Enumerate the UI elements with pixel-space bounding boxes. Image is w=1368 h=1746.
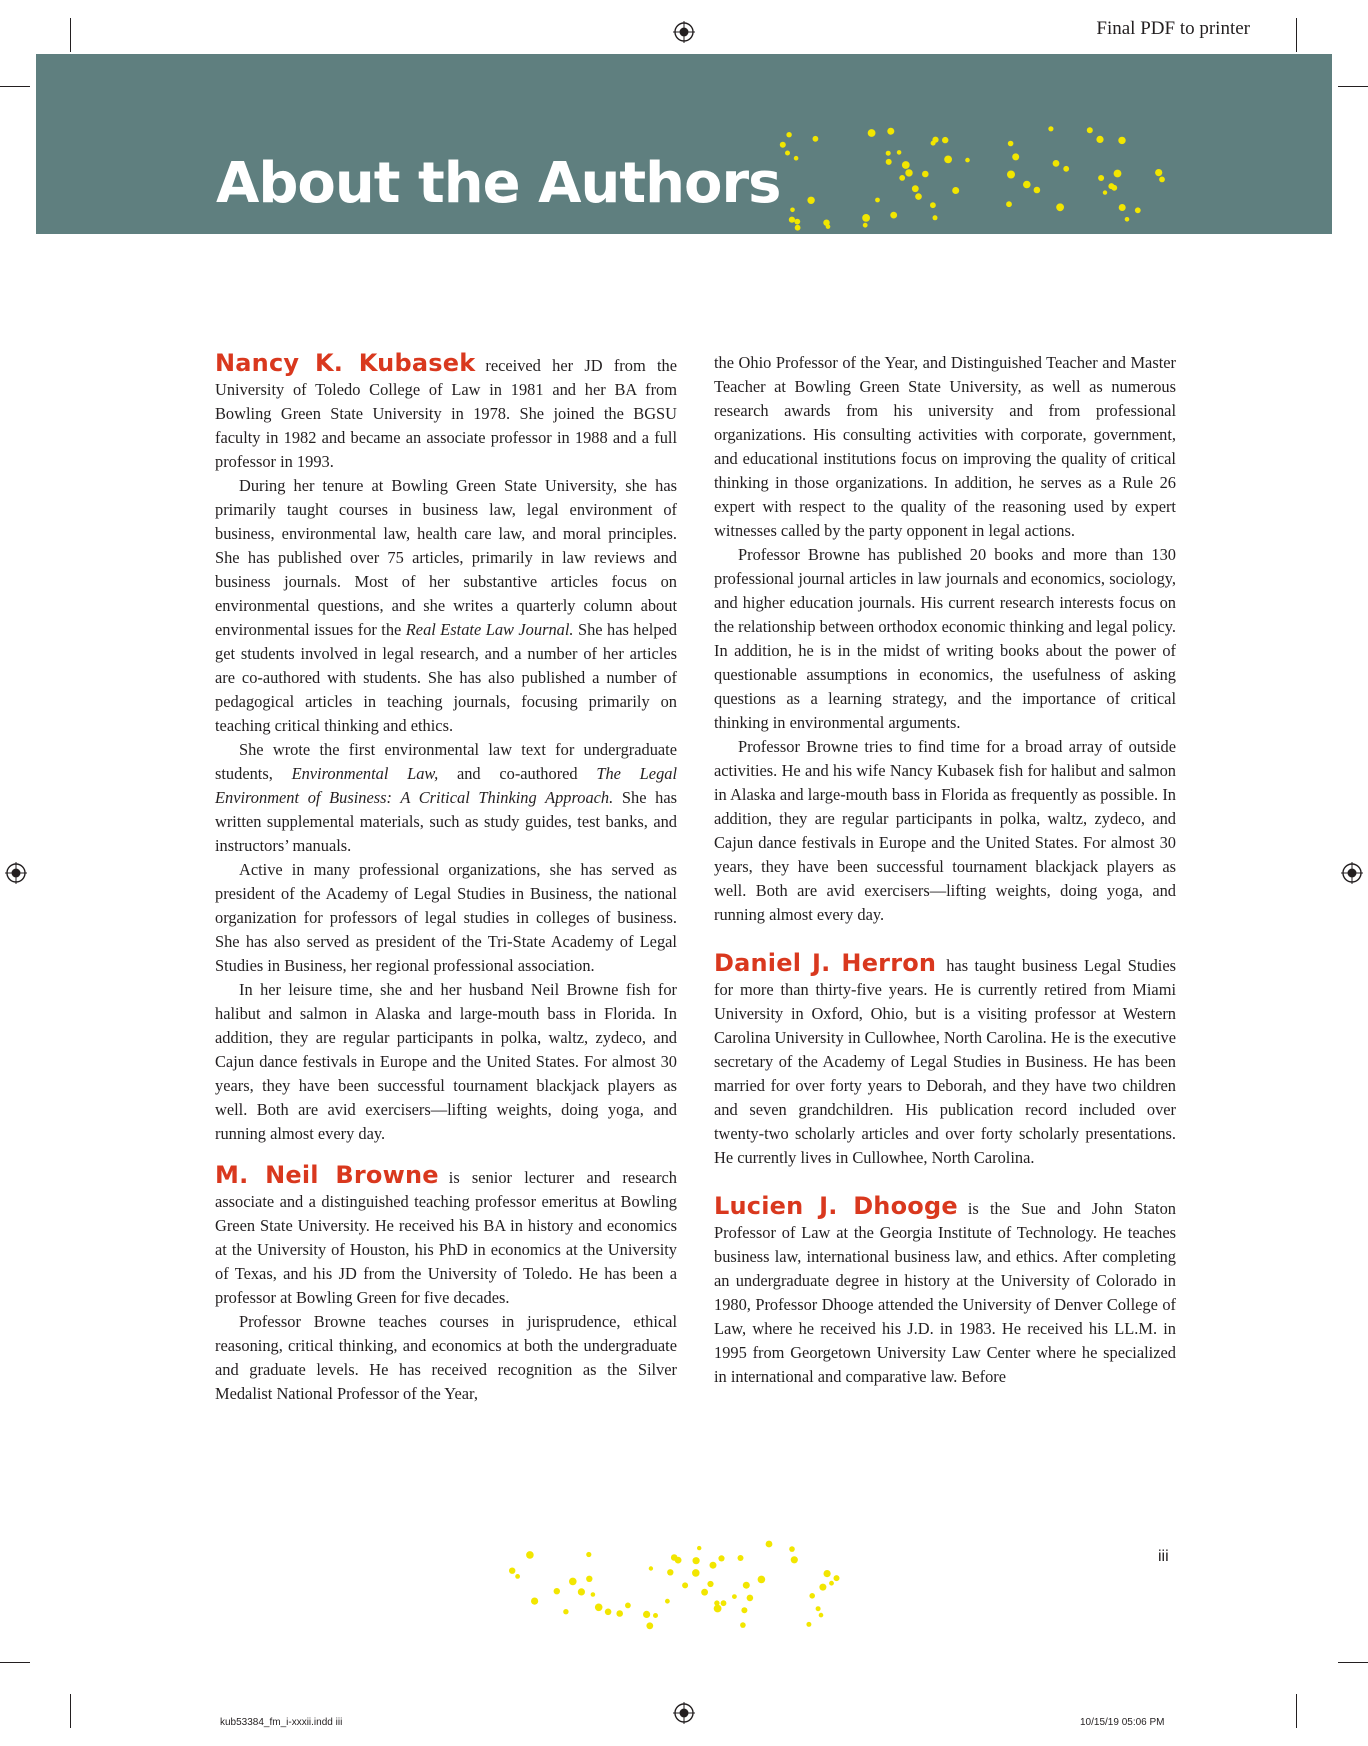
decorative-dot — [625, 1603, 631, 1609]
decorative-dot — [824, 1570, 831, 1577]
decorative-dot — [905, 169, 912, 176]
decorative-dot — [1012, 153, 1019, 160]
decorative-dot — [1048, 126, 1053, 131]
bio-paragraph: Nancy K. Kubasek received her JD from the University of Toledo College of Law in 1981 and her BA from Bowling Green State University in 1978. She joined the BGSU faculty in 1982 and became an associate professor in 1988 and a full professor in 1993. — [215, 349, 677, 471]
bio-paragraph: Professor Browne teaches courses in jurisprudence, ethical reasoning, critical thinking, and economics at both the undergraduate and graduate levels. He has received recognition as the Silver Medalist National Professor of the Year, — [215, 1312, 677, 1403]
decorative-dot — [1155, 169, 1162, 176]
decorative-dot — [643, 1611, 650, 1618]
author-name: M. Neil Browne — [215, 1161, 439, 1189]
decorative-dot — [862, 214, 870, 222]
decorative-dot — [819, 1584, 826, 1591]
decorative-dot — [616, 1610, 623, 1617]
decorative-dot — [1006, 201, 1012, 207]
decorative-dot — [586, 1552, 591, 1557]
registration-mark-icon — [1341, 862, 1363, 884]
decorative-dot — [766, 1541, 773, 1548]
decorative-dot — [595, 1604, 603, 1612]
decorative-dot — [863, 223, 868, 228]
crop-mark — [1338, 86, 1368, 87]
decorative-dot — [780, 142, 786, 148]
decorative-dot — [531, 1598, 538, 1605]
bio-paragraph: Professor Browne has published 20 books and more than 130 professional journal articles in law journals and economics, sociology, and higher education journals. His current research interests focus on the relationship between orthodox economic thinking and legal policy. In addition, he is in the midst of writing books about the power of questionable assumptions in economics, the usefulness of asking questions as a learning strategy, and the importance of critical thinking in environmental arguments. — [714, 545, 1176, 732]
decorative-dot — [526, 1551, 534, 1559]
decorative-dot — [1087, 127, 1093, 133]
crop-mark — [1296, 18, 1297, 52]
decorative-dot — [1056, 203, 1064, 211]
decorative-dot — [944, 156, 952, 164]
decorative-dot — [813, 136, 819, 142]
crop-mark — [70, 1694, 71, 1728]
decorative-dot — [1159, 177, 1165, 183]
decorative-dots — [776, 114, 1176, 234]
decorative-dot — [741, 1607, 747, 1613]
slug-file-name: kub53384_fm_i-xxxii.indd iii — [220, 1717, 343, 1728]
decorative-dot — [718, 1555, 724, 1561]
decorative-dot — [554, 1588, 560, 1594]
decorative-dot — [1008, 141, 1014, 147]
decorative-dot — [794, 219, 800, 225]
decorative-dot — [591, 1592, 596, 1597]
decorative-dot — [667, 1569, 673, 1575]
decorative-dot — [890, 212, 897, 219]
decorative-dots — [500, 1532, 870, 1632]
decorative-dot — [819, 1613, 824, 1618]
crop-mark — [1338, 1662, 1368, 1663]
decorative-dot — [829, 1581, 834, 1586]
decorative-dot — [1053, 160, 1060, 167]
bio-paragraph: During her tenure at Bowling Green State University, she has primarily taught courses in business law, legal environment of business, environmental law, health care law, and moral principles. She has published over 75 articles, primarily in law reviews and business journals. Most of her substantive articles focus on environmental questions, and she writes a quarterly column about environmental issues for the Real Estate Law Journal. She has helped get students involved in legal research, and a number of her articles are co-authored with students. She has also published a number of pedagogical articles in teaching journals, focusing primarily on teaching critical thinking and ethics. — [215, 476, 677, 735]
decorative-dot — [671, 1554, 678, 1561]
decorative-dot — [710, 1562, 717, 1569]
printer-note: Final PDF to printer — [1096, 18, 1250, 39]
decorative-dot — [795, 225, 801, 231]
decorative-dot — [915, 193, 922, 200]
decorative-dot — [789, 1546, 795, 1552]
decorative-dot — [714, 1605, 722, 1613]
decorative-dot — [887, 128, 894, 135]
decorative-dot — [586, 1576, 592, 1582]
decorative-dot — [886, 159, 892, 165]
decorative-dot — [653, 1613, 658, 1618]
decorative-dot — [952, 187, 959, 194]
decorative-dot — [809, 1593, 815, 1599]
decorative-dot — [1023, 181, 1031, 189]
bio-paragraph: Daniel J. Herron has taught business Legal Studies for more than thirty-five years. He is currently retired from Miami University in Oxford, Ohio, but is a visiting professor at Western Carolina University in Cullowhee, North Carolina. He is the executive secretary of the Academy of Legal Studies in Business. He has been married for over forty years to Deborah, and they have two children and seven grandchildren. His publication record included over twenty-two scholarly articles and over forty scholarly presentations. He currently lives in Cullowhee, North Carolina. — [714, 949, 1177, 1167]
decorative-dot — [693, 1557, 700, 1564]
decorative-dot — [758, 1576, 766, 1584]
decorative-dot — [1114, 170, 1122, 178]
decorative-dot — [605, 1609, 612, 1616]
decorative-dot — [933, 215, 938, 220]
decorative-dot — [789, 217, 795, 223]
decorative-dot — [786, 132, 791, 137]
author-name: Lucien J. Dhooge — [714, 1192, 958, 1220]
decorative-dot — [743, 1582, 750, 1589]
decorative-dot — [868, 129, 876, 137]
decorative-dot — [816, 1606, 821, 1611]
page-title: About the Authors — [216, 151, 781, 216]
registration-mark-icon — [673, 21, 695, 43]
decorative-dot — [897, 150, 902, 155]
crop-mark — [0, 1662, 30, 1663]
crop-mark — [70, 18, 71, 52]
decorative-dot — [886, 151, 891, 156]
decorative-dot — [747, 1595, 754, 1602]
crop-mark — [0, 86, 30, 87]
decorative-dot — [806, 1622, 811, 1627]
decorative-dot — [740, 1622, 746, 1628]
decorative-dot — [1007, 171, 1015, 179]
decorative-dot — [1125, 217, 1130, 222]
decorative-dot — [569, 1578, 577, 1586]
bio-paragraph: Active in many professional organizations, she has served as president of the Academy of Legal Studies in Business, the national organization for professors of legal studies in colleges of business. She has also served as president of the Tri-State Academy of Legal Studies in Business, her regional professional association. — [215, 860, 677, 975]
decorative-dot — [701, 1589, 708, 1596]
decorative-dot — [834, 1575, 840, 1581]
bio-paragraph: the Ohio Professor of the Year, and Distinguished Teacher and Master Teacher at Bowling Green State University, as well as numerous research awards from his university and from professional organizations. His consulting activities with corporate, government, and educational institutions focus on improving the quality of critical thinking in those organizations. In addition, he serves as a Rule 26 expert with respect to the quality of the reasoning used by expert witnesses called by the party opponent in legal actions. — [714, 353, 1176, 540]
page-number: iii — [1158, 1548, 1169, 1565]
header-banner — [36, 54, 1332, 234]
decorative-dot — [697, 1546, 701, 1550]
decorative-dot — [721, 1600, 727, 1606]
author-name: Daniel J. Herron — [714, 949, 937, 977]
decorative-dot — [931, 141, 936, 146]
decorative-dot — [1096, 136, 1103, 143]
bio-paragraph: Lucien J. Dhooge is the Sue and John Staton Professor of Law at the Georgia Institute of Technology. He teaches business law, international business law, and ethics. After completing an undergraduate degree in history at the University of Colorado in 1980, Professor Dhooge attended the University of Denver College of Law, where he received his J.D. in 1983. He received his LL.M. in 1995 from Georgetown University Law Center where he specialized in international and comparative law. Before — [714, 1192, 1176, 1386]
decorative-dot — [665, 1599, 670, 1604]
decorative-dot — [649, 1566, 653, 1570]
decorative-dot — [912, 185, 919, 192]
bio-paragraph: In her leisure time, she and her husband Neil Browne fish for halibut and salmon in Alaska and large-mouth bass in Florida. In addition, they are regular participants in polka, waltz, zydeco, and Cajun dance festivals in Europe and the United States. For almost 30 years, they have been successful tournament blackjack players as well. Both are avid exercisers—lifting weights, doing yoga, and running almost every day. — [215, 980, 677, 1143]
decorative-dot — [790, 208, 795, 213]
decorative-dot — [515, 1574, 520, 1579]
decorative-dot — [1118, 137, 1125, 144]
decorative-dot — [922, 171, 929, 178]
registration-mark-icon — [5, 862, 27, 884]
author-name: Nancy K. Kubasek — [215, 349, 476, 377]
decorative-dot — [902, 161, 910, 169]
bio-paragraph: Professor Browne tries to find time for a broad array of outside activities. He and his wife Nancy Kubasek fish for halibut and salmon in Alaska and large-mouth bass in Florida as frequently as possible. In addition, they are regular participants in polka, waltz, zydeco, and Cajun dance festivals in Europe and the United States. For almost 30 years, they have been successful tournament blackjack players as well. Both are avid exercisers—lifting weights, doing yoga, and running almost every day. — [714, 737, 1176, 924]
decorative-dot — [1063, 166, 1069, 172]
decorative-dot — [807, 197, 814, 204]
decorative-dot — [1103, 190, 1107, 194]
decorative-dot — [791, 1556, 798, 1563]
decorative-dot — [965, 158, 970, 163]
registration-mark-icon — [673, 1702, 695, 1724]
decorative-dot — [1111, 185, 1117, 191]
decorative-dot — [942, 137, 948, 143]
decorative-dot — [509, 1568, 515, 1574]
decorative-dot — [578, 1588, 585, 1595]
decorative-dot — [646, 1622, 653, 1629]
decorative-dot — [899, 175, 905, 181]
right-column — [714, 351, 1176, 1389]
decorative-dot — [732, 1594, 737, 1599]
decorative-dot — [794, 156, 799, 161]
decorative-dot — [823, 220, 829, 226]
decorative-dot — [785, 151, 790, 156]
decorative-dot — [692, 1569, 700, 1577]
decorative-dot — [1098, 175, 1104, 181]
decorative-dot — [930, 202, 936, 208]
decorative-dot — [563, 1609, 568, 1614]
bio-paragraph: M. Neil Browne is senior lecturer and research associate and a distinguished teaching professor emeritus at Bowling Green State University. He received his BA in history and economics at the University of Houston, his PhD in economics at the University of Texas, and his JD from the University of Toledo. He has been a professor at Bowling Green for five decades. — [215, 1161, 677, 1307]
left-column — [215, 351, 677, 1406]
decorative-dot — [1135, 207, 1141, 213]
decorative-dot — [738, 1555, 744, 1561]
decorative-dot — [682, 1582, 688, 1588]
bio-paragraph: She wrote the first environmental law text for undergraduate students, Environmental Law, and co-authored The Legal Environment of Business: A Critical Thinking Approach. She has written supplemental materials, such as study guides, test banks, and instructors’ manuals. — [215, 740, 678, 855]
crop-mark — [1296, 1694, 1297, 1728]
decorative-dot — [707, 1581, 713, 1587]
slug-timestamp: 10/15/19 05:06 PM — [1080, 1717, 1165, 1728]
decorative-dot — [1119, 204, 1126, 211]
decorative-dot — [875, 198, 880, 203]
decorative-dot — [1034, 187, 1041, 194]
